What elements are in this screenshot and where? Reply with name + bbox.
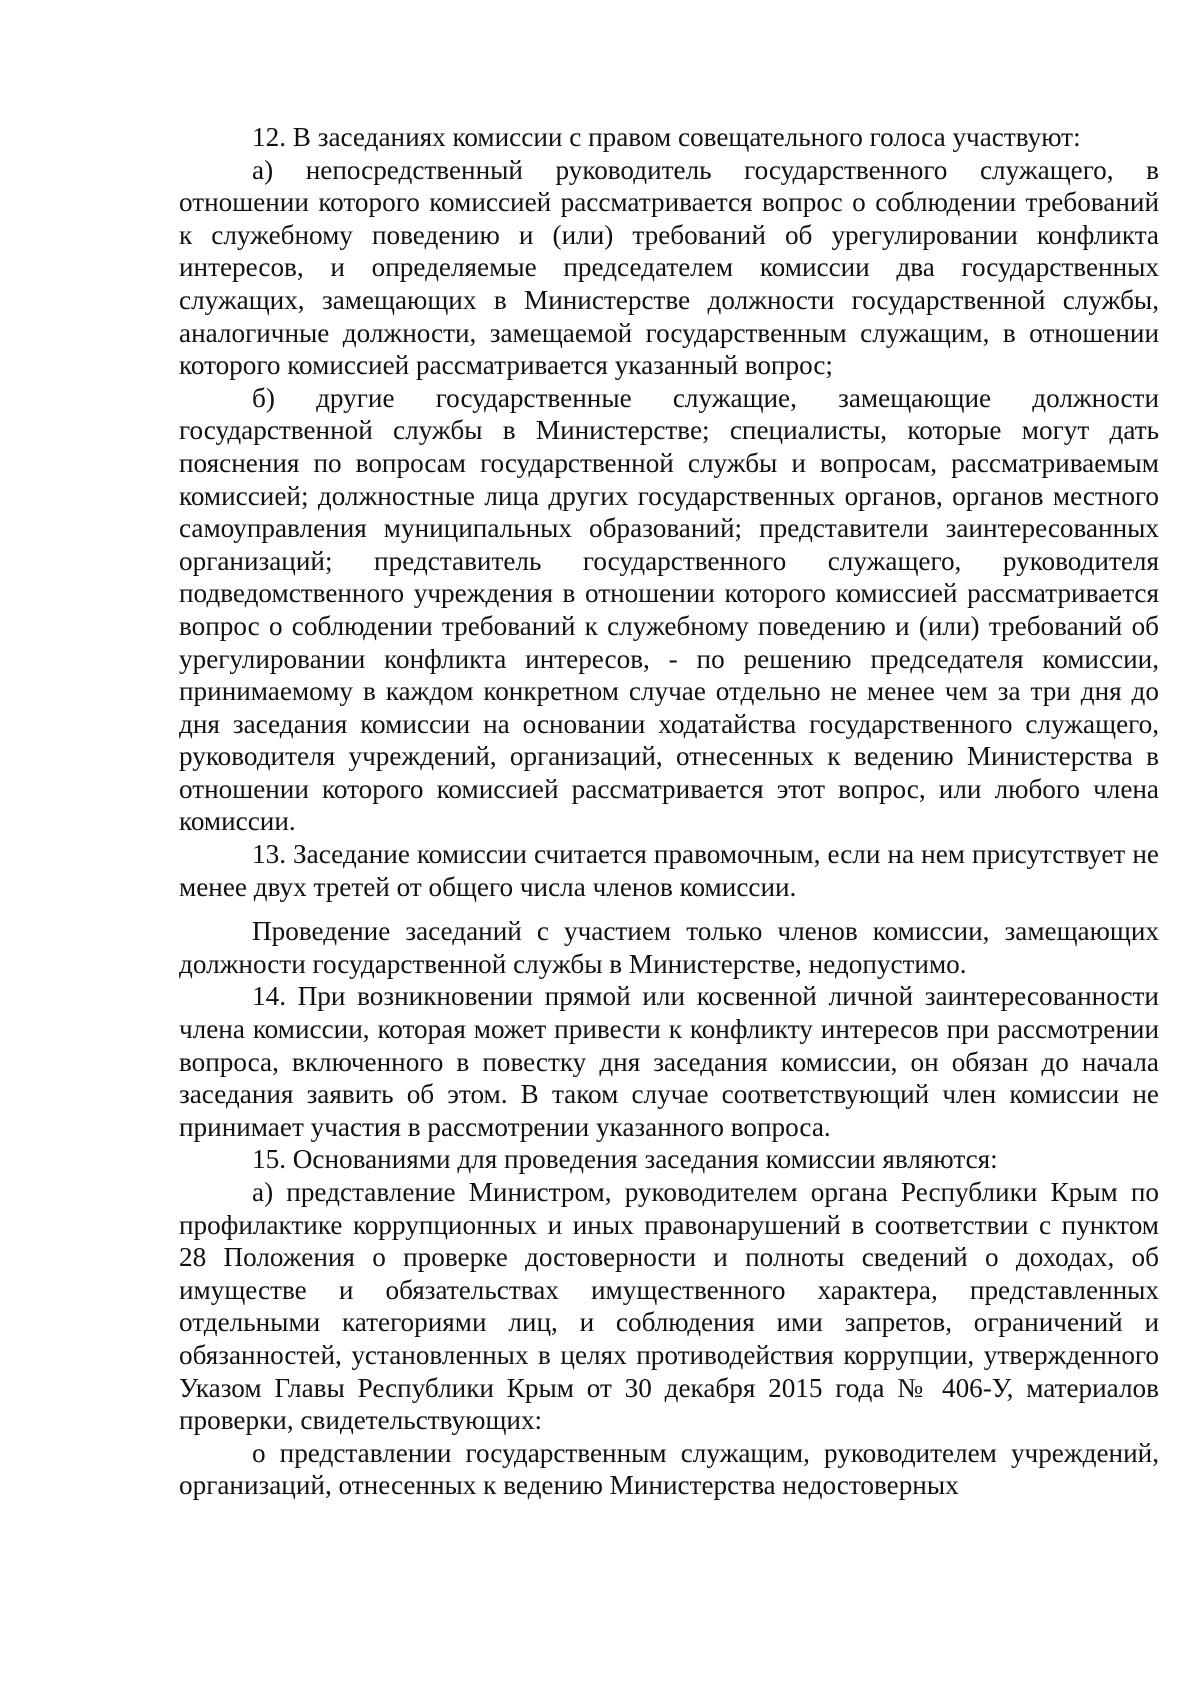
paragraph-15a-item: о представлении государственным служащим, руководителем учреждений, организаций, отнесенных к ведению Министерства недостоверных — [179, 1437, 1159, 1501]
paragraph-15: 15. Основаниями для проведения заседания комиссии являются: — [252, 1144, 998, 1175]
paragraph-12: 12. В заседаниях комиссии с правом совещательного голоса участвуют: — [252, 122, 1081, 152]
paragraph-13-second: Проведение заседаний с участием только членов комиссии, замещающих должности государственной службы в Министерстве, недопустимо. — [179, 916, 1159, 979]
paragraph-15a: а) представление Министром, руководителем органа Республики Крым по профилактике коррупционных и иных правонарушений в соответствии с пунктом 28 Положения о проверке достоверности и полноты сведений о доходах, об имуществе и обязательствах имущественного характера, представленных отдельными категориями лиц, и соблюдения ими запретов, ограничений и обязанностей, установленных в целях противодействия коррупции, утвержденного Указом Главы Республики Крым от 30 декабря 2015 года № 406-У, материалов проверки, свидетельствующих: — [179, 1177, 1159, 1436]
document-body — [179, 121, 1159, 1502]
paragraph-12a: а) непосредственный руководитель государственного служащего, в отношении которого комиссией рассматривается вопрос о соблюдении требований к служебному поведению и (или) требований об урегулировании конфликта интересов, и определяемые председателем комиссии два государственных служащих, замещающих в Министерстве должности государственной службы, аналогичные должности, замещаемой государственным служащим, в отношении которого комиссией рассматривается указанный вопрос; — [179, 154, 1159, 381]
paragraph-13: 13. Заседание комиссии считается правомочным, если на нем присутствует не менее двух третей от общего числа членов комиссии. — [179, 839, 1159, 902]
paragraph-14: 14. При возникновении прямой или косвенной личной заинтересованности члена комиссии, которая может привести к конфликту интересов при рассмотрении вопроса, включенного в повестку дня заседания комиссии, он обязан до начала заседания заявить об этом. В таком случае соответствующий член комиссии не принимает участия в рассмотрении указанного вопроса. — [179, 981, 1159, 1142]
paragraph-12b: б) другие государственные служащие, замещающие должности государственной службы в Министерстве; специалисты, которые могут дать пояснения по вопросам государственной службы и вопросам, рассматриваемым комиссией; должностные лица других государственных органов, органов местного самоуправления муниципальных образований; представители заинтересованных организаций; представитель государственного служащего, руководителя подведомственного учреждения в отношении которого комиссией рассматривается вопрос о соблюдении требований к служебному поведению и (или) требований об урегулировании конфликта интересов, - по решению председателя комиссии, принимаемому в каждом конкретном случае отдельно не менее чем за три дня до дня заседания комиссии на основании ходатайства государственного служащего, руководителя учреждений, организаций, отнесенных к ведению Министерства в отношении которого комиссией рассматривается этот вопрос, или любого члена комиссии. — [179, 382, 1159, 837]
